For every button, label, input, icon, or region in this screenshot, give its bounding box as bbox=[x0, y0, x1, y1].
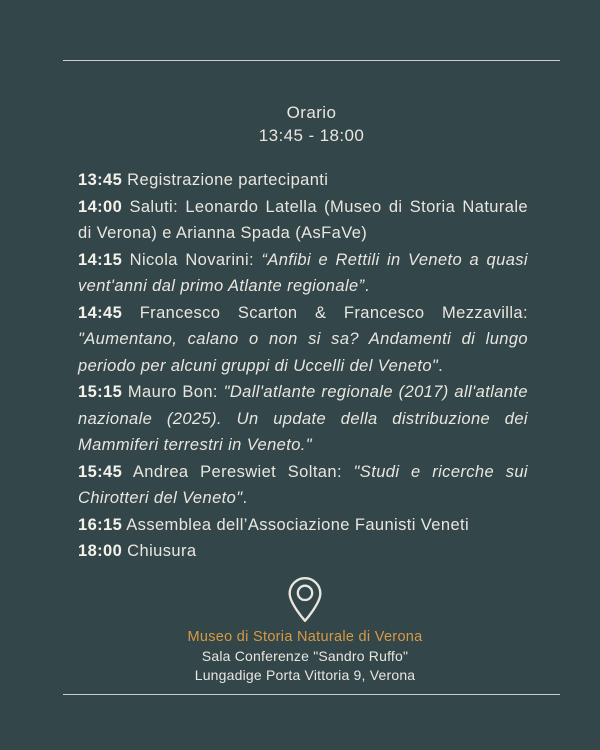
talk-title: "Aumentano, calano o non si sa? Andamenti di lungo periodo per alcuni gruppi di Uccelli del Veneto" bbox=[78, 330, 528, 375]
venue-info bbox=[5, 576, 600, 685]
entry-time: 15:15 bbox=[78, 383, 123, 401]
bottom-divider bbox=[63, 694, 560, 695]
schedule-entry: 18:00 Chiusura bbox=[78, 542, 197, 560]
schedule-list bbox=[78, 167, 528, 565]
schedule-header bbox=[63, 101, 560, 147]
schedule-entry: 15:15 Mauro Bon: "Dall'atlante regionale (2017) all'atlante nazionale (2025). Un update della distribuzione dei Mammiferi terrestri in Veneto." bbox=[78, 383, 528, 454]
entry-time: 18:00 bbox=[78, 542, 123, 560]
venue-hall: Sala Conferenze "Sandro Ruffo" bbox=[201, 648, 409, 664]
schedule-entry: 16:15 Assemblea dell’Associazione Faunisti Veneti bbox=[78, 515, 470, 534]
entry-time: 13:45 bbox=[78, 171, 123, 189]
talk-title: "Studi e ricerche sui Chirotteri del Veneto" bbox=[78, 462, 528, 507]
location-pin-icon bbox=[285, 576, 325, 623]
schedule-entry: 14:45 Francesco Scarton & Francesco Mezzavilla: "Aumentano, calano o non si sa? Andamenti di lungo periodo per alcuni gruppi di Uccelli del Veneto". bbox=[78, 303, 528, 375]
schedule-entry: 13:45 Registrazione partecipanti bbox=[78, 171, 329, 189]
talk-title: "Dall'atlante regionale (2017) all'atlante nazionale (2025). Un update della distribuzione dei Mammiferi terrestri in Veneto." bbox=[78, 383, 528, 454]
schedule-entry: 14:00 Saluti: Leonardo Latella (Museo di Storia Naturale di Verona) e Arianna Spada (AsFaVe) bbox=[78, 197, 528, 242]
schedule-entry: 15:45 Andrea Pereswiet Soltan: "Studi e ricerche sui Chirotteri del Veneto". bbox=[78, 462, 528, 507]
entry-time: 14:00 bbox=[78, 197, 123, 216]
schedule-entry: 14:15 Nicola Novarini: “Anfibi e Rettili in Veneto a quasi vent'anni dal primo Atlante regionale”. bbox=[78, 250, 528, 295]
schedule-time-range: 13:45 - 18:00 bbox=[258, 126, 365, 145]
venue-address: Lungadige Porta Vittoria 9, Verona bbox=[194, 667, 416, 683]
talk-title: “Anfibi e Rettili in Veneto a quasi vent'anni dal primo Atlante regionale” bbox=[78, 250, 528, 295]
entry-time: 15:45 bbox=[78, 462, 123, 481]
schedule-title: Orario bbox=[286, 103, 337, 122]
entry-time: 16:15 bbox=[78, 515, 123, 534]
top-divider bbox=[63, 60, 560, 61]
entry-time: 14:45 bbox=[78, 303, 123, 322]
entry-time: 14:15 bbox=[78, 250, 123, 269]
venue-name: Museo di Storia Naturale di Verona bbox=[187, 629, 423, 645]
